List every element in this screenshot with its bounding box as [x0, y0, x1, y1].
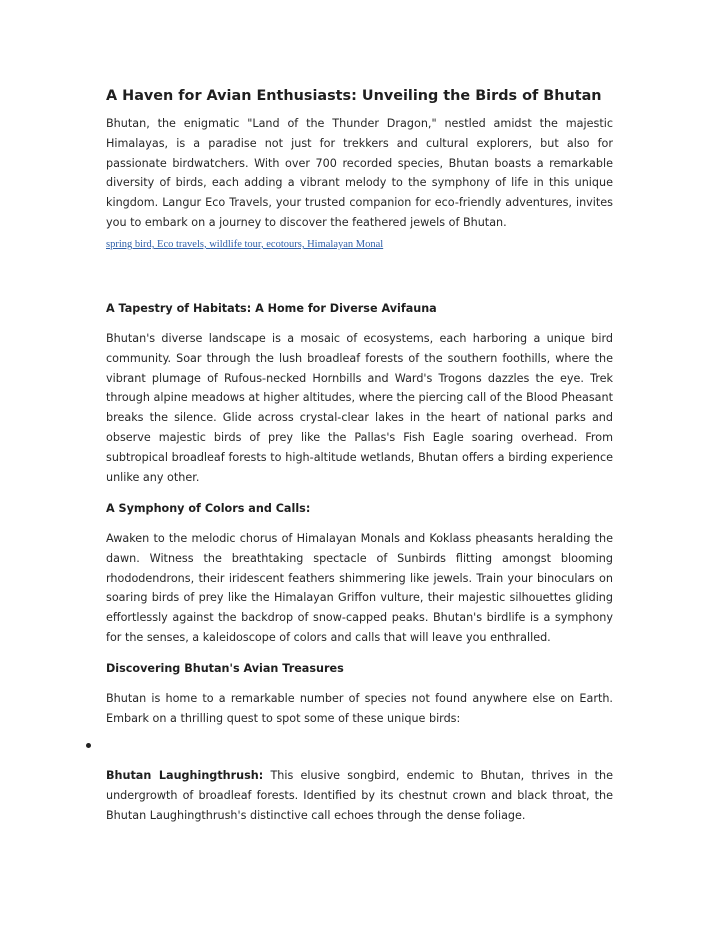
section-body-colors: Awaken to the melodic chorus of Himalayan Monals and Koklass pheasants heralding the dawn. Witness the breathtaking spectacle of Sunbirds flitting amongst blooming rhododendrons, their iridescent feathers shimmering like jewels. Train your binoculars on soaring birds of prey like the Himalayan Griffon vulture, their majestic silhouettes gliding effortlessly against the backdrop of snow-capped peaks. Bhutan's birdlife is a symphony for the senses, a kaleidoscope of colors and calls that will leave you enthralled.: [106, 532, 613, 644]
section-heading-habitats: A Tapestry of Habitats: A Home for Diverse Avifauna: [106, 302, 437, 315]
intro-paragraph: Bhutan, the enigmatic "Land of the Thunder Dragon," nestled amidst the majestic Himalayas, is a paradise not just for trekkers and cultural explorers, but also for passionate birdwatchers. With over 700 recorded species, Bhutan boasts a remarkable diversity of birds, each adding a vibrant melody to the symphony of life in this unique kingdom. Langur Eco Travels, your trusted companion for eco-friendly adventures, invites you to embark on a journey to discover the feathered jewels of Bhutan.: [106, 117, 613, 229]
bird-list-item: [106, 766, 613, 825]
list-bullet-icon: [86, 743, 91, 748]
section-body-habitats: Bhutan's diverse landscape is a mosaic of ecosystems, each harboring a unique bird community. Soar through the lush broadleaf forests of the southern foothills, where the vibrant plumage of Rufous-necked Hornbills and Ward's Trogons dazzles the eye. Trek through alpine meadows at higher altitudes, where the piercing call of the Blood Pheasant breaks the silence. Glide across crystal-clear lakes in the heart of national parks and observe majestic birds of prey like the Pallas's Fish Eagle soaring overhead. From subtropical broadleaf forests to high-altitude wetlands, Bhutan offers a birding experience unlike any other.: [106, 332, 613, 484]
section-body-treasures: Bhutan is home to a remarkable number of species not found anywhere else on Earth. Embark on a thrilling quest to spot some of these unique birds:: [106, 692, 613, 725]
section-heading-colors: A Symphony of Colors and Calls:: [106, 502, 311, 515]
section-heading-treasures: Discovering Bhutan's Avian Treasures: [106, 662, 344, 675]
tag-links[interactable]: spring bird, Eco travels, wildlife tour, ecotours, Himalayan Monal: [106, 239, 384, 250]
article-title: A Haven for Avian Enthusiasts: Unveiling the Birds of Bhutan: [106, 88, 602, 104]
bird-name: Bhutan Laughingthrush:: [106, 769, 264, 782]
bird-description: This elusive songbird, endemic to Bhutan, thrives in the undergrowth of broadleaf forests. Identified by its chestnut crown and black throat, the Bhutan Laughingthrush's distinctive call echoes through the dense foliage.: [106, 769, 613, 822]
